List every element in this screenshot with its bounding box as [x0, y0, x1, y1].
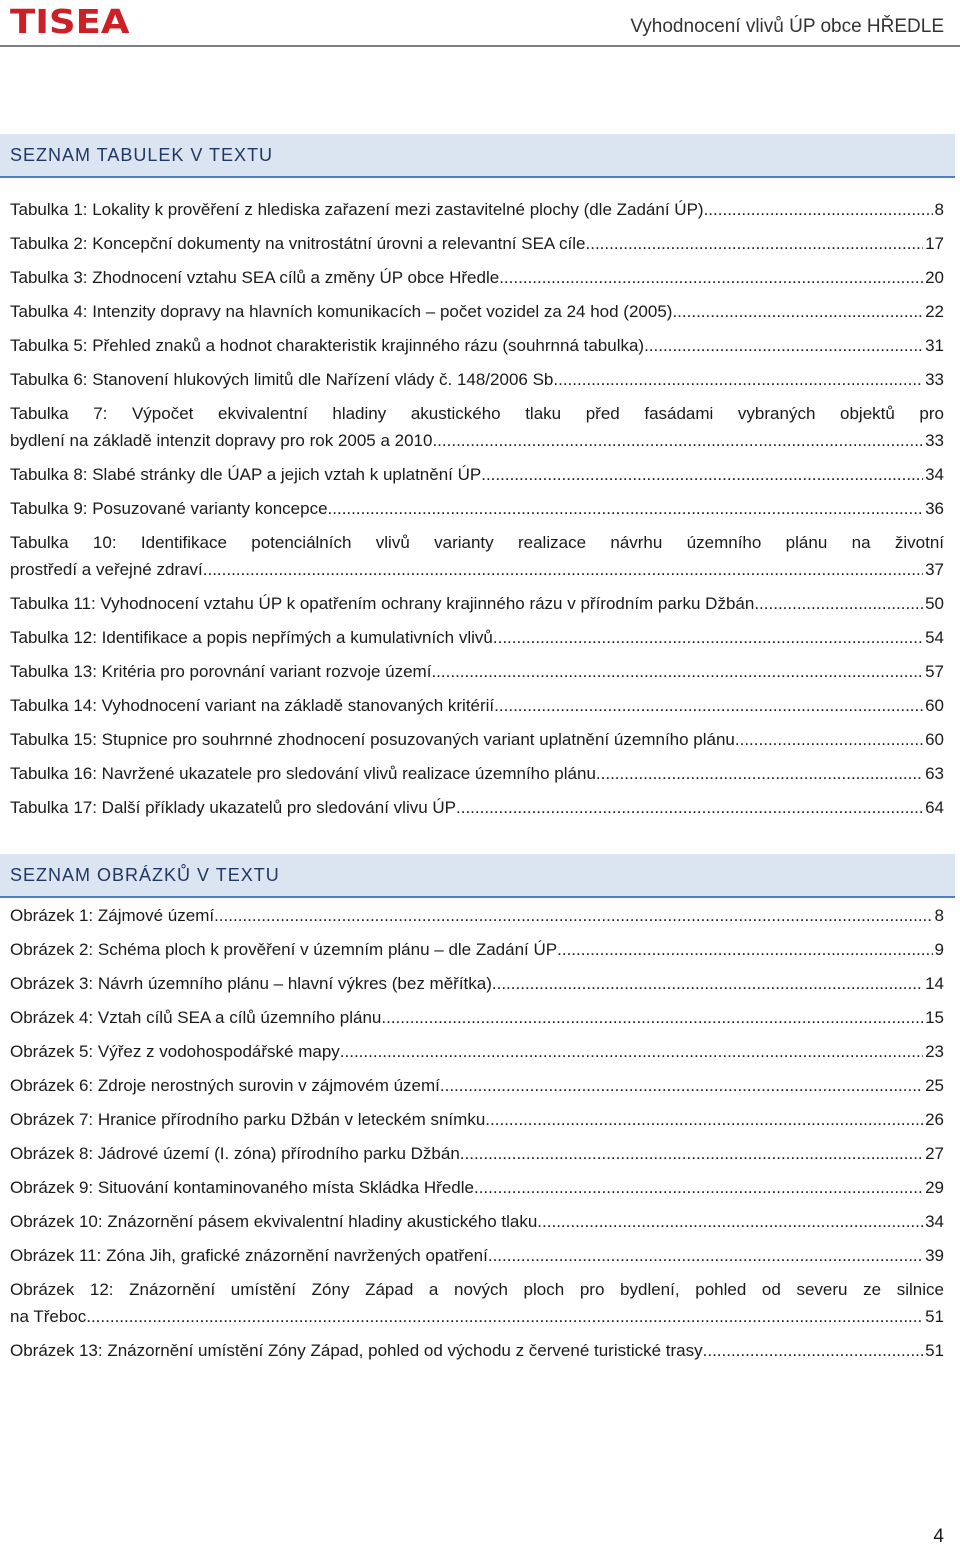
toc-entry[interactable]	[10, 1337, 944, 1371]
entry-page: 64	[925, 798, 944, 817]
entry-page: 22	[925, 302, 944, 321]
entry-page: 17	[925, 234, 944, 253]
dot-leader	[492, 970, 923, 997]
dot-leader	[481, 461, 923, 488]
entry-page: 36	[925, 499, 944, 518]
dot-leader	[431, 658, 923, 685]
entry-page: 15	[925, 1008, 944, 1027]
entry-title-line2: na Třeboc	[10, 1307, 87, 1326]
entry-title: Tabulka 5: Přehled znaků a hodnot charakteristik krajinného rázu (souhrnná tabulka)	[10, 336, 645, 355]
entry-title-line2: prostředí a veřejné zdraví	[10, 560, 203, 579]
document-title: Vyhodnocení vlivů ÚP obce HŘEDLE	[630, 16, 944, 37]
dot-leader	[381, 1004, 923, 1031]
toc-entry[interactable]	[10, 461, 944, 495]
tables-list	[10, 196, 944, 828]
entry-title: Tabulka 1: Lokality k prověření z hlediska zařazení mezi zastavitelné plochy (dle Zadání ÚP)	[10, 200, 704, 219]
dot-leader	[340, 1038, 923, 1065]
toc-entry[interactable]	[10, 692, 944, 726]
entry-page: 50	[925, 594, 944, 613]
entry-page: 27	[925, 1144, 944, 1163]
entry-title: Tabulka 12: Identifikace a popis nepřímých a kumulativních vlivů	[10, 628, 493, 647]
toc-entry[interactable]	[10, 794, 944, 828]
dot-leader	[86, 1303, 923, 1330]
figures-list	[10, 902, 944, 1371]
dot-leader	[214, 902, 932, 929]
toc-entry[interactable]	[10, 332, 944, 366]
toc-entry[interactable]	[10, 1276, 944, 1337]
entry-title: Obrázek 3: Návrh územního plánu – hlavní výkres (bez měřítka)	[10, 974, 492, 993]
dot-leader	[558, 366, 923, 393]
dot-leader	[499, 264, 923, 291]
toc-entry[interactable]	[10, 970, 944, 1004]
entry-page: 37	[925, 560, 944, 579]
toc-entry[interactable]	[10, 400, 944, 461]
dot-leader	[456, 794, 923, 821]
dot-leader	[493, 624, 923, 651]
toc-entry[interactable]	[10, 1038, 944, 1072]
entry-title: Tabulka 14: Vyhodnocení variant na základě stanovaných kritérií	[10, 696, 495, 715]
entry-page: 51	[925, 1341, 944, 1360]
dot-leader	[440, 1072, 923, 1099]
toc-entry[interactable]	[10, 624, 944, 658]
entry-title: Tabulka 17: Další příklady ukazatelů pro sledování vlivu ÚP	[10, 798, 457, 817]
dot-leader	[474, 1174, 923, 1201]
toc-entry[interactable]	[10, 1174, 944, 1208]
entry-page: 29	[925, 1178, 944, 1197]
entry-title: Obrázek 2: Schéma ploch k prověření v územním plánu – dle Zadání ÚP	[10, 940, 558, 959]
toc-entry[interactable]	[10, 529, 944, 590]
entry-title: Tabulka 11: Vyhodnocení vztahu ÚP k opatřením ochrany krajinného rázu v přírodním parku Džbán	[10, 594, 755, 613]
entry-page: 31	[925, 336, 944, 355]
figures-heading-text: SEZNAM OBRÁZKŮ V TEXTU	[10, 865, 280, 885]
entry-page: 54	[925, 628, 944, 647]
entry-page: 51	[925, 1307, 944, 1326]
toc-entry[interactable]	[10, 1106, 944, 1140]
entry-title: Tabulka 16: Navržené ukazatele pro sledování vlivů realizace územního plánu	[10, 764, 596, 783]
entry-title: Obrázek 10: Znázornění pásem ekvivalentní hladiny akustického tlaku	[10, 1212, 538, 1231]
toc-entry[interactable]	[10, 936, 944, 970]
entry-page: 60	[925, 696, 944, 715]
dot-leader	[754, 590, 923, 617]
entry-title: Obrázek 13: Znázornění umístění Zóny Západ, pohled od východu z červené turistické trasy	[10, 1341, 703, 1360]
entry-page: 34	[925, 1212, 944, 1231]
entry-page: 8	[934, 200, 944, 219]
dot-leader	[460, 1140, 923, 1167]
entry-page: 20	[925, 268, 944, 287]
dot-leader	[703, 1337, 923, 1364]
header-divider	[0, 45, 960, 47]
dot-leader	[328, 495, 924, 522]
page-header	[0, 0, 960, 48]
entry-page: 14	[925, 974, 944, 993]
entry-page: 25	[925, 1076, 944, 1095]
toc-entry[interactable]	[10, 726, 944, 760]
toc-entry[interactable]	[10, 366, 944, 400]
entry-title: Obrázek 7: Hranice přírodního parku Džbán v leteckém snímku	[10, 1110, 486, 1129]
entry-title: Tabulka 13: Kritéria pro porovnání variant rozvoje území	[10, 662, 432, 681]
toc-entry[interactable]	[10, 196, 944, 230]
tisea-logo: TISEA	[10, 2, 130, 41]
toc-entry[interactable]	[10, 264, 944, 298]
dot-leader	[203, 556, 923, 583]
entry-title: Obrázek 9: Situování kontaminovaného místa Skládka Hředle	[10, 1178, 474, 1197]
dot-leader	[586, 230, 924, 257]
toc-entry[interactable]	[10, 230, 944, 264]
entry-page: 34	[925, 465, 944, 484]
entry-title-line2: bydlení na základě intenzit dopravy pro rok 2005 a 2010	[10, 431, 433, 450]
dot-leader	[485, 1106, 923, 1133]
dot-leader	[432, 427, 923, 454]
entry-title: Tabulka 6: Stanovení hlukových limitů dle Nařízení vlády č. 148/2006 Sb.	[10, 370, 559, 389]
page-number: 4	[933, 1526, 944, 1547]
entry-page: 57	[925, 662, 944, 681]
toc-entry[interactable]	[10, 1004, 944, 1038]
tables-section-heading	[0, 134, 955, 178]
entry-page: 33	[925, 431, 944, 450]
entry-title: Tabulka 15: Stupnice pro souhrnné zhodnocení posuzovaných variant uplatnění územního plánu	[10, 730, 735, 749]
entry-page: 26	[925, 1110, 944, 1129]
figures-section-heading	[0, 854, 955, 898]
dot-leader	[735, 726, 923, 753]
dot-leader	[488, 1242, 923, 1269]
entry-page: 8	[934, 906, 944, 925]
entry-title: Tabulka 9: Posuzované varianty koncepce	[10, 499, 328, 518]
entry-title: Obrázek 4: Vztah cílů SEA a cílů územního plánu	[10, 1008, 382, 1027]
dot-leader	[537, 1208, 923, 1235]
entry-title-line1: Obrázek 12: Znázornění umístění Zóny Západ a nových ploch pro bydlení, pohled od severu ze silnice	[10, 1280, 944, 1299]
toc-entry[interactable]	[10, 1208, 944, 1242]
entry-title: Obrázek 11: Zóna Jih, grafické znázornění navržených opatření	[10, 1246, 488, 1265]
dot-leader	[596, 760, 923, 787]
toc-entry[interactable]	[10, 1072, 944, 1106]
toc-entry[interactable]	[10, 298, 944, 332]
toc-entry[interactable]	[10, 902, 944, 936]
dot-leader	[644, 332, 923, 359]
entry-title: Obrázek 5: Výřez z vodohospodářské mapy	[10, 1042, 340, 1061]
entry-page: 23	[925, 1042, 944, 1061]
entry-title: Tabulka 3: Zhodnocení vztahu SEA cílů a změny ÚP obce Hředle	[10, 268, 500, 287]
entry-page: 39	[925, 1246, 944, 1265]
entry-title-line1: Tabulka 10: Identifikace potenciálních vlivů varianty realizace návrhu územního plánu na životní	[10, 533, 944, 552]
dot-leader	[494, 692, 923, 719]
entry-page: 63	[925, 764, 944, 783]
entry-title-line1: Tabulka 7: Výpočet ekvivalentní hladiny akustického tlaku před fasádami vybraných objektů pro	[10, 404, 944, 423]
toc-entry[interactable]	[10, 658, 944, 692]
toc-entry[interactable]	[10, 760, 944, 794]
entry-title: Tabulka 4: Intenzity dopravy na hlavních komunikacích – počet vozidel za 24 hod (2005)	[10, 302, 673, 321]
entry-page: 33	[925, 370, 944, 389]
entry-page: 60	[925, 730, 944, 749]
toc-entry[interactable]	[10, 1242, 944, 1276]
dot-leader	[704, 196, 933, 223]
toc-entry[interactable]	[10, 590, 944, 624]
tables-heading-text: SEZNAM TABULEK V TEXTU	[10, 145, 274, 165]
entry-title: Tabulka 8: Slabé stránky dle ÚAP a jejich vztah k uplatnění ÚP	[10, 465, 482, 484]
entry-page: 9	[934, 940, 944, 959]
dot-leader	[557, 936, 932, 963]
entry-title: Tabulka 2: Koncepční dokumenty na vnitrostátní úrovni a relevantní SEA cíle	[10, 234, 586, 253]
entry-title: Obrázek 8: Jádrové území (I. zóna) přírodního parku Džbán	[10, 1144, 460, 1163]
toc-entry[interactable]	[10, 1140, 944, 1174]
entry-title: Obrázek 6: Zdroje nerostných surovin v zájmovém území	[10, 1076, 440, 1095]
entry-title: Obrázek 1: Zájmové území	[10, 906, 215, 925]
dot-leader	[672, 298, 923, 325]
toc-entry[interactable]	[10, 495, 944, 529]
